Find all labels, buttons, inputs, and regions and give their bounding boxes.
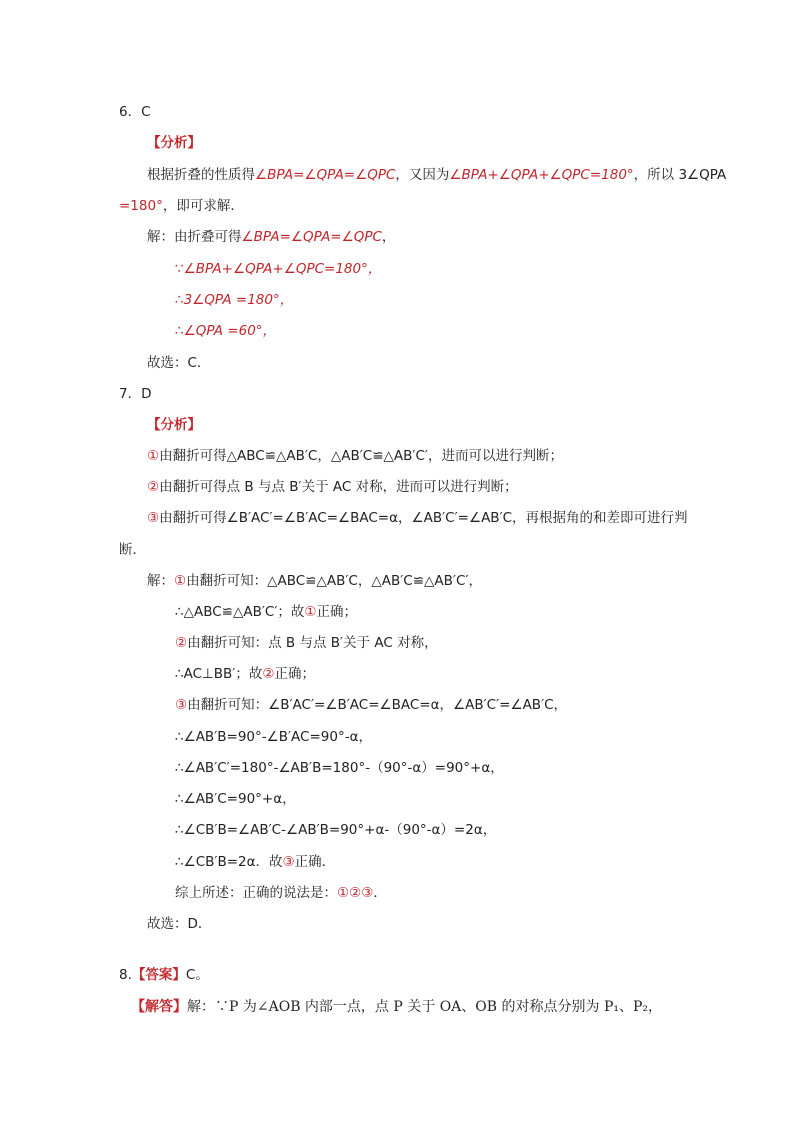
q6-analysis-tag: 【分析】 <box>147 135 201 151</box>
q7-solution-line-7: ∴∠AB′C′=180°-∠AB′B=180°-（90°-α）=90°+α， <box>175 760 504 776</box>
q6-analysis-line-1: 根据折叠的性质得∠BPA=∠QPA=∠QPC，又因为∠BPA+∠QPA+∠QPC=180°，所以 3∠QPA <box>147 167 727 183</box>
q7-heading: 7．D <box>119 386 152 402</box>
q6-solution-line-1: 解：由折叠可得∠BPA=∠QPA=∠QPC， <box>147 229 396 245</box>
q8-heading: 8.【答案】C。 <box>119 967 209 983</box>
q7-analysis-line-3-cont: 断． <box>119 542 146 558</box>
q6-choice: 故选：C． <box>147 355 211 371</box>
q7-analysis-line-3: ③由翻折可得∠B′AC′=∠B′AC=∠BAC=α，∠AB′C′=∠AB′C，再根据角的和差即可进行判 <box>147 510 688 526</box>
q6-solution-line-4: ∴∠QPA =60°， <box>175 323 277 339</box>
q7-solution-line-1: 解：①由翻折可知：△ABC≌△AB′C，△AB′C≌△AB′C′， <box>147 573 482 589</box>
q7-solution-line-5: ③由翻折可知：∠B′AC′=∠B′AC=∠BAC=α，∠AB′C′=∠AB′C， <box>175 697 568 713</box>
q6-solution-line-3: ∴3∠QPA =180°， <box>175 292 294 308</box>
q7-analysis-tag: 【分析】 <box>147 417 201 433</box>
q8-answer-line: 【解答】解：∵P 为∠AOB 内部一点，点 P 关于 OA、OB 的对称点分别为 P₁、P₂， <box>131 999 663 1015</box>
q7-solution-line-10: ∴∠CB′B=2α．故③正确． <box>175 854 336 870</box>
q6-analysis-line-2: =180°，即可求解． <box>119 198 244 214</box>
q7-solution-line-2: ∴△ABC≌△AB′C′；故①正确； <box>175 604 358 620</box>
q7-solution-line-8: ∴∠AB′C=90°+α， <box>175 791 296 807</box>
q7-analysis-line-1: ①由翻折可得△ABC≌△AB′C，△AB′C≌△AB′C′，进而可以进行判断； <box>147 448 563 464</box>
q7-solution-line-6: ∴∠AB′B=90°-∠B′AC=90°-α， <box>175 729 372 745</box>
q7-solution-line-4: ∴AC⊥BB′；故②正确； <box>175 666 315 682</box>
q6-solution-line-2: ∵∠BPA+∠QPA+∠QPC=180°， <box>175 261 382 277</box>
q7-summary: 综上所述：正确的说法是：①②③． <box>175 885 387 901</box>
q7-solution-line-9: ∴∠CB′B=∠AB′C-∠AB′B=90°+α-（90°-α）=2α， <box>175 822 497 838</box>
q6-heading: 6．C <box>119 104 151 120</box>
q7-solution-line-3: ②由翻折可知：点 B 与点 B′关于 AC 对称， <box>175 635 438 651</box>
q7-analysis-line-2: ②由翻折可得点 B 与点 B′关于 AC 对称，进而可以进行判断； <box>147 479 518 495</box>
q7-choice: 故选：D． <box>147 916 212 932</box>
